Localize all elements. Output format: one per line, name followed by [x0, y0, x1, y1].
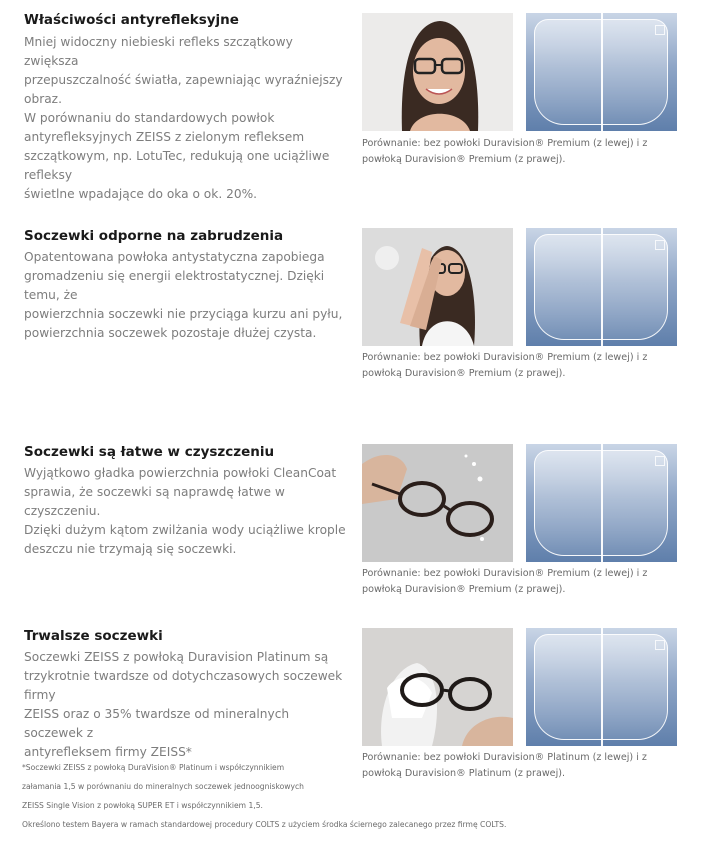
- glasses-water-photo: [362, 444, 513, 562]
- cleaning-glasses-photo: [362, 628, 513, 746]
- zeiss-mark-icon: [655, 240, 665, 250]
- footnote-line: Określono testem Bayera w ramach standardowej procedury COLTS z użyciem środka ściernego zalecanego przez firmę COLTS.: [22, 820, 507, 829]
- lens-comparison-image: [526, 628, 677, 746]
- image-caption: Porównanie: bez powłoki Duravision® Premium (z lewej) i z powłoką Duravision® Premium (z prawej).: [362, 352, 648, 379]
- woman-glasses-photo: [362, 13, 513, 131]
- image-caption: Porównanie: bez powłoki Duravision® Premium (z lewej) i z powłoką Duravision® Premium (z prawej).: [362, 138, 648, 165]
- section-title: Soczewki są łatwe w czyszczeniu: [24, 444, 275, 460]
- zeiss-mark-icon: [655, 25, 665, 35]
- zeiss-mark-icon: [655, 456, 665, 466]
- section-body: Wyjątkowo gładka powierzchnia powłoki CleanCoat sprawia, że soczewki są naprawdę łatwe w czyszczeniu. Dzięki dużym kątom zwilżania wody uciążliwe krople deszczu nie trzymają się soczewki.: [24, 466, 346, 556]
- footnote-line: *Soczewki ZEISS z powłoką DuraVision® Platinum i współczynnikiem: [22, 763, 285, 772]
- lens-comparison-image: [526, 444, 677, 562]
- footnote-line: ZEISS Single Vision z powłoką SUPER ET i współczynnikiem 1,5.: [22, 801, 263, 810]
- woman-hands-photo: [362, 228, 513, 346]
- lens-comparison-image: [526, 228, 677, 346]
- footnote-line: załamania 1,5 w porównaniu do mineralnych soczewek jednoogniskowych: [22, 782, 304, 791]
- lens-comparison-image: [526, 13, 677, 131]
- section-title: Właściwości antyrefleksyjne: [24, 12, 239, 28]
- section-body: Opatentowana powłoka antystatyczna zapobiega gromadzeniu się energii elektrostatycznej. Dzięki temu, że powierzchnia soczewki nie przyciąga kurzu ani pyłu, powierzchnia soczewek pozostaje dłużej czysta.: [24, 250, 343, 340]
- section-title: Trwalsze soczewki: [24, 628, 163, 644]
- section-title: Soczewki odporne na zabrudzenia: [24, 228, 284, 244]
- section-body: Mniej widoczny niebieski refleks szczątkowy zwiększa przepuszczalność światła, zapewniając wyraźniejszy obraz. W porównaniu do standardowych powłok antyrefleksyjnych ZEISS z zielonym refleksem szczątkowym, np. LotuTec, redukują one uciążliwe refleksy świetlne wpadające do oka o ok. 20%.: [24, 35, 343, 201]
- image-caption: Porównanie: bez powłoki Duravision® Premium (z lewej) i z powłoką Duravision® Premium (z prawej).: [362, 568, 648, 595]
- image-caption: Porównanie: bez powłoki Duravision® Platinum (z lewej) i z powłoką Duravision® Platinum (z prawej).: [362, 752, 647, 779]
- zeiss-mark-icon: [655, 640, 665, 650]
- section-body: Soczewki ZEISS z powłoką Duravision Platinum są trzykrotnie twardsze od dotychczasowych soczewek firmy ZEISS oraz o 35% twardsze od mineralnych soczewek z antyrefleksem firmy ZEISS*: [24, 650, 343, 759]
